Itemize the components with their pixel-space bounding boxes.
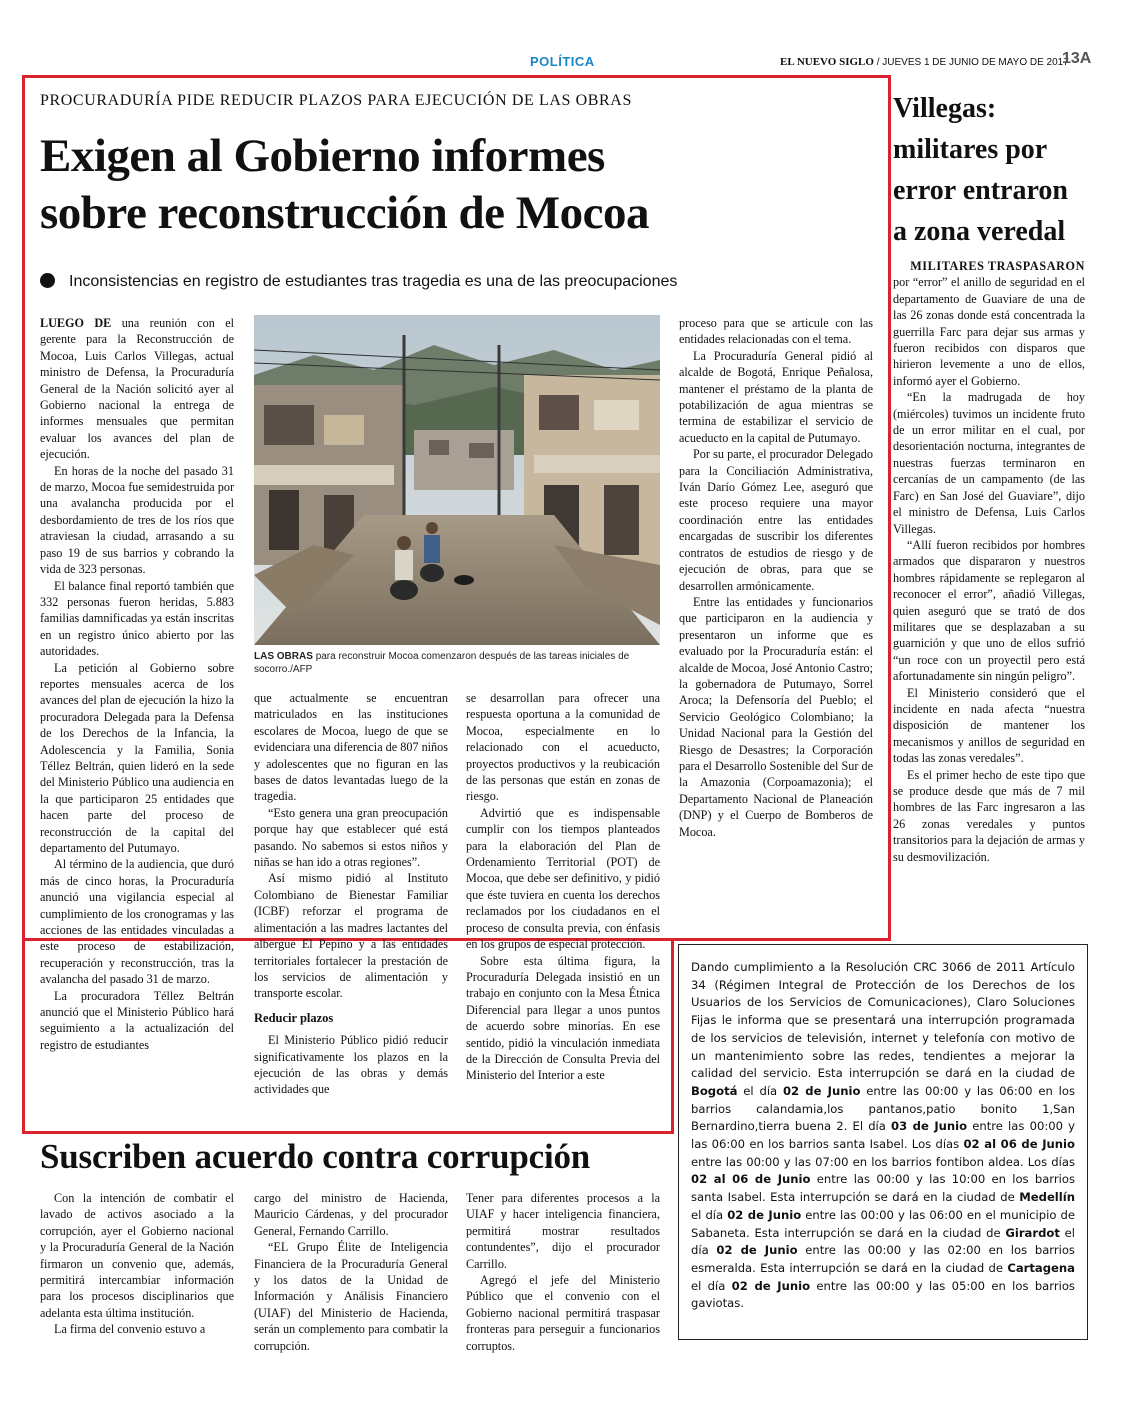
paragraph: Entre las entidades y funcionarios que participaron en la audiencia y presentaron un informe que es evaluado por la Procuraduría están: el alcalde de Mocoa, José Antonio Castro; la gobernadora de Putumayo, Sorrel Aroca; la Defensoría del Pueblo; el Servicio Geológico Colombiano; la Unidad Nacional para la Gestión del Riesgo de Desastres; la Corporación para el Desarrollo Sostenible del Sur de la Amazonia (Corpoamazonia); el Departamento Nacional de Planeación (DNP) y el Cuerpo de Bomberos de Mocoa.: [679, 594, 873, 839]
page-number: 13A: [1062, 50, 1092, 67]
main-column-2: [254, 690, 448, 1098]
side-headline-line: militares por: [893, 134, 1048, 165]
main-column-4: [679, 315, 873, 840]
paragraph: Así mismo pidió al Instituto Colombiano de Bienestar Familiar (ICBF) reforzar el programa de alimentación a las madres lactantes del albergue El Pepino y a las entidades territoriales fortalecer la prestación de los servicios de alimentación y transporte escolar.: [254, 871, 448, 1001]
kicker: PROCURADURÍA PIDE REDUCIR PLAZOS PARA EJECUCIÓN DE LAS OBRAS: [40, 92, 632, 109]
subheadline-text: Inconsistencias en registro de estudiantes tras tragedia es una de las preocupaciones: [69, 273, 678, 290]
subhead: Reducir plazos: [254, 1010, 334, 1025]
paragraph: La procuradora Téllez Beltrán anunció que el Ministerio Público hará seguimiento a la actualización del registro de estudiantes: [40, 988, 234, 1052]
paragraph: se desarrollan para ofrecer una respuesta oportuna a la comunidad de Mocoa, especialmente en lo relacionado con el acueducto, proyectos productivos y la reubicación de las personas que están en zonas de riesgo.: [466, 691, 660, 804]
bottom-headline: Suscriben acuerdo contra corrupción: [40, 1137, 591, 1176]
paper-name: EL NUEVO SIGLO: [780, 56, 874, 68]
bottom-column-1: [40, 1190, 234, 1338]
paragraph: Al término de la audiencia, que duró más de cinco horas, la Procuraduría anunció una vigilancia especial al cumplimiento de los cronogramas y las acciones de las entidades vinculadas a este proceso de estabilización, recuperación y reconstrucción, tras la avalancha del pasado 31 de marzo.: [40, 857, 234, 987]
flood-street-photo: [254, 315, 660, 645]
paragraph: La Procuraduría General pidió al alcalde de Bogotá, Enrique Peñalosa, mantener el préstamo de la planta de potabilización de agua mientras se termina de estabilizar el servicio de acueducto en la capital de Putumayo.: [679, 348, 873, 445]
paragraph: “En la madrugada de hoy (miércoles) tuvimos un incidente fruto de un error militar en el cual, por desorientación nocturna, integrantes de nuestras fuerzas terminaron en cercanías de un campamento (de las Farc) en San José del Guaviare”, dijo el ministro de Defensa, Luis Carlos Villegas.: [893, 390, 1085, 536]
paragraph: Agregó el jefe del Ministerio Público que el convenio con el Gobierno nacional permitirá traspasar fronteras para perseguir a funcionarios corruptos.: [466, 1273, 660, 1353]
paragraph: “EL Grupo Élite de Inteligencia Financiera de la Procuraduría General y los datos de la Unidad de Información y Análisis Financiero (UIAF) del Ministerio de Hacienda, serán un complemento para combatir la corrupción.: [254, 1240, 448, 1353]
paragraph: El balance final reportó también que 332 personas fueron heridas, 5.883 familias damnificadas ya están inscritas en un registro único abierto por las autoridades.: [40, 578, 234, 659]
side-headline-line: error entraron: [893, 175, 1068, 206]
paragraph: El Ministerio consideró que el incidente en nada afecta “nuestra disposición de mantener los mecanismos y anillos de seguridad en todas las zonas veredales”.: [893, 685, 1085, 766]
headline-line-2: sobre reconstrucción de Mocoa: [40, 187, 650, 239]
side-column: [893, 258, 1085, 865]
section-label: POLÍTICA: [530, 54, 595, 69]
side-headline-line: Villegas:: [893, 93, 997, 124]
paragraph: cargo del ministro de Hacienda, Mauricio Cárdenas, y del procurador General, Fernando Carrillo.: [254, 1191, 448, 1238]
bottom-column-2: [254, 1190, 448, 1354]
paragraph: Por su parte, el procurador Delegado para la Conciliación Administrativa, Iván Darío Gómez Lee, aseguró que este proceso requiere una mayor coordinación entre las entidades encargadas de suscribir los diferentes contratos de estudios de riesgo y de ejecución de obras, para que se desarrollen armónicamente.: [679, 447, 873, 593]
paragraph: Con la intención de combatir el lavado de activos asociado a la corrupción, ayer el Gobierno nacional y la Procuraduría General de la Nación firmaron un convenio que, además, permitirá intercambiar información para los procesos disciplinarios que adelanta esta última institución.: [40, 1191, 234, 1320]
bottom-column-3: [466, 1190, 660, 1354]
paragraph: “Esto genera una gran preocupación porque hay que establecer qué está pasando. No sabemos si estos niños y niñas se han ido a otras regiones”.: [254, 805, 448, 870]
photo-caption: [254, 650, 660, 676]
side-lead-line: [893, 258, 1085, 274]
paragraph: Es el primer hecho de este tipo que se produce desde que más de 7 mil hombres de las Farc ingresaron a las 26 zonas veredales y puntos transitorios para la dejación de armas y su desmovilización.: [893, 767, 1085, 864]
paragraph: por “error” el anillo de seguridad en el departamento de Guaviare de una de las 26 zonas donde está concentrada la guerrilla Farc para dejar sus armas y fueron recibidos con disparos que hirieron levemente a uno de ellos, informó ayer el Gobierno.: [893, 275, 1085, 388]
paragraph: Sobre esta última figura, la Procuraduría Delegada insistió en un trabajo en conjunto con la Mesa Étnica Diferencial para llegar a unos puntos de acuerdo sobre minorías. En ese sentido, pidió la vinculación inmediata de la Dirección de Consulta Previa del Ministerio del Interior a este: [466, 953, 660, 1083]
headline: [40, 128, 870, 242]
issue-date: / JUEVES 1 DE JUNIO DE MAYO DE 2017: [876, 57, 1069, 68]
service-notice: Dando cumplimiento a la Resolución CRC 3066 de 2011 Artículo 34 (Régimen Integral de Protección de los Derechos de los Usuarios de los Servicios de Comunicaciones), Claro Soluciones Fijas le informa que se presentará una interrupción programada de los servicios de televisión, internet y telefonía con motivo de un mantenimiento sobre las redes, tendientes a mejorar la calidad del servicio. Esta interrupción se dará en la ciudad de Bogotá el día 02 de Junio entre las 00:00 y las 06:00 en los barrios calandamia,los pantanos,patio bonito 1,San Bernardino,tierra buena 2. El día 03 de Junio entre las 00:00 y las 06:00 en los barrios santa Isabel. Los días 02 al 06 de Junio entre las 00:00 y las 07:00 en los barrios fontibon aldea. Los días 02 al 06 de Junio entre las 00:00 y las 10:00 en los barrios santa Isabel. Esta interrupción se dará en la ciudad de Medellín el día 02 de Junio entre las 00:00 y las 06:00 en el municipio de Sabaneta. Esta interrupción se dará en la ciudad de Girardot el día 02 de Junio entre las 00:00 y las 02:00 en los barrios esmeralda. Esta interrupción se dará en la ciudad de Cartagena el día 02 de Junio entre las 00:00 y las 05:00 en los barrios gaviotas.: [678, 944, 1088, 1340]
headline-line-1: Exigen al Gobierno informes: [40, 130, 605, 182]
side-headline: [893, 88, 1093, 252]
news-photo: [254, 315, 660, 645]
side-lead: MILITARES TRASPASARON: [910, 259, 1085, 273]
subheadline: [40, 273, 870, 291]
paragraph: El Ministerio Público pidió reducir significativamente los plazos en la ejecución de las obras y demás actividades que: [254, 1033, 448, 1097]
paragraph: “Allí fueron recibidos por hombres armados que dispararon y nuestros hombres rápidamente se replegaron al reconocer el error”, añadió Villegas, quien aseguró que se trató de dos militares que se desplazaban a su guarnición y que uno de ellos sufrió “un roce con un proyectil pero está afortunadamente sin ningún peligro”.: [893, 537, 1085, 684]
paragraph: que actualmente se encuentran matriculados en las instituciones escolares de Mocoa, luego de que se evidenciara una diferencia de 807 niños y adolescentes que no figuran en las bases de datos levantadas luego de la tragedia.: [254, 691, 448, 804]
bullet-icon: [40, 273, 55, 288]
main-column-1: [40, 315, 234, 1053]
caption-lead: LAS OBRAS: [254, 651, 313, 662]
paragraph: proceso para que se articule con las entidades relacionadas con el tema.: [679, 316, 873, 347]
paragraph: La firma del convenio estuvo a: [54, 1322, 206, 1337]
side-headline-line: a zona veredal: [893, 216, 1066, 247]
paragraph: La petición al Gobierno sobre reportes mensuales acerca de los avances del plan de ejecución la hizo la procuradora Delegada para la Defensa de los Derechos de la Infancia, la Adolescencia y la Familia, Sonia Téllez Beltrán, quien lideró en la sede del Ministerio Público una audiencia en la que participaron 25 entidades que hacen parte del proceso de reconstrucción de la capital del departamento del Putumayo.: [40, 660, 234, 855]
lead-word: LUEGO DE: [40, 316, 112, 330]
paragraph: Tener para diferentes procesos a la UIAF y hacer inteligencia financiera, permitirá mostrar resultados contundentes”, dijo el procurador Carrillo.: [466, 1191, 660, 1271]
paragraph: En horas de la noche del pasado 31 de marzo, Mocoa fue semidestruida por una avalancha producida por el desbordamiento de tres de los ríos que atraviesan la ciudad, arrasando a su paso 19 de sus barrios y cobrando la vida de 323 personas.: [40, 463, 234, 577]
paragraph: LUEGO DE una reunión con el gerente para la Reconstrucción de Mocoa, Luis Carlos Villegas, actual ministro de Defensa, la Procuraduría General de la Nación solicitó ayer al Gobierno nacional la entrega de informes mensuales que permitan evaluar los avances del plan de ejecución.: [40, 316, 235, 462]
main-column-3: [466, 690, 660, 1084]
caption-text: para reconstruir Mocoa comenzaron después de las tareas iniciales de socorro./AFP: [254, 651, 630, 675]
paragraph: Advirtió que es indispensable cumplir con los tiempos planteados para la elaboración del Plan de Ordenamiento Territorial (POT) de Mocoa, que debe ser definitivo, y pidió que éste tuviera en cuenta los derechos reclamados por los ciudadanos en el proceso de consulta previa, con énfasis en los grupos de especial protección.: [466, 805, 660, 952]
masthead: [780, 56, 1070, 68]
